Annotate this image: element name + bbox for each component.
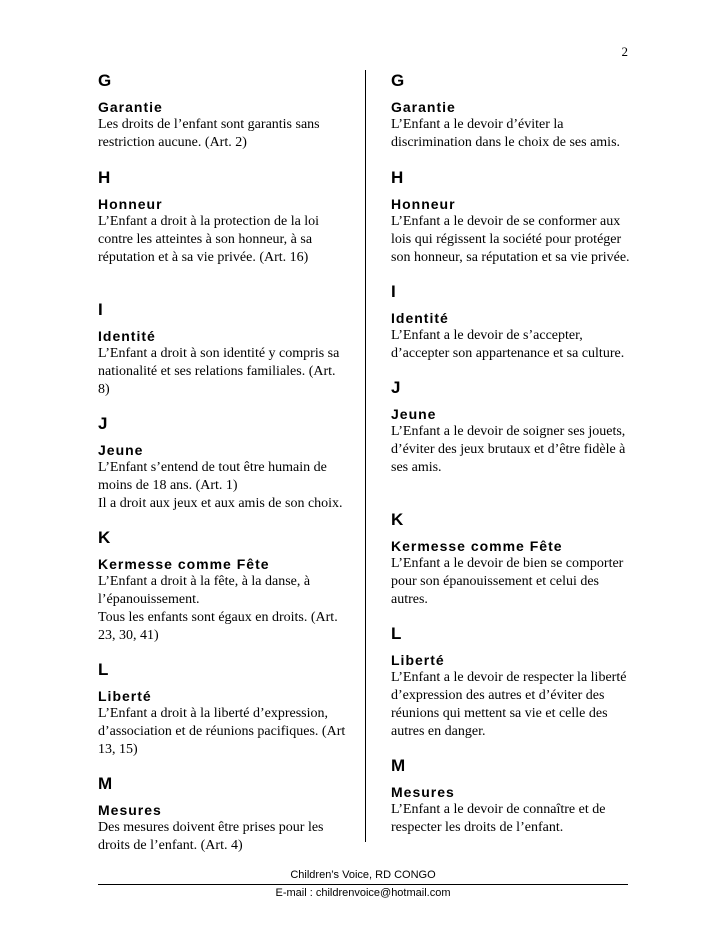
section-letter: G [98,71,112,90]
right-entry-i [391,281,631,363]
right-entry-h [391,167,631,267]
section-letter: I [98,300,104,319]
section-letter: L [391,624,402,643]
section-letter: L [98,660,109,679]
column-divider [365,70,366,842]
left-entry-l [98,659,348,759]
section-description: Les droits de l’enfant sont garantis sans restriction aucune. (Art. 2) [98,117,320,150]
section-description: L’Enfant a le devoir de respecter la liberté d’expression des autres et d’éviter des réunions qui mettent sa vie et celle des autres en danger. [391,670,627,739]
left-entry-h [98,167,348,267]
section-keyword: Honneur [391,196,456,212]
section-description: L’Enfant a droit à la fête, à la danse, à l’épanouissement. Tous les enfants sont égaux en droits. (Art. 23, 30, 41) [98,574,338,643]
section-keyword: Kermesse comme Fête [391,538,563,554]
left-entry-k [98,527,348,645]
section-description: L’Enfant s’entend de tout être humain de moins de 18 ans. (Art. 1) Il a droit aux jeux et aux amis de son choix. [98,460,343,511]
section-keyword: Jeune [98,442,144,458]
left-entry-i [98,299,348,399]
section-letter: J [391,378,401,397]
right-column [391,70,631,837]
section-keyword: Identité [391,310,449,326]
section-description: L’Enfant a droit à son identité y compris sa nationalité et ses relations familiales. (Art. 8) [98,346,340,397]
section-keyword: Liberté [391,652,445,668]
section-letter: I [391,282,397,301]
section-keyword: Garantie [98,99,163,115]
section-description: L’Enfant a le devoir de se conformer aux lois qui régissent la société pour protéger son honneur, sa réputation et sa vie privée. [391,214,630,265]
section-letter: G [391,71,405,90]
section-letter: M [98,774,113,793]
section-description: L’Enfant a le devoir de s’accepter, d’accepter son appartenance et sa culture. [391,328,625,361]
section-keyword: Liberté [98,688,152,704]
section-keyword: Jeune [391,406,437,422]
section-description: L’Enfant a le devoir de soigner ses jouets, d’éviter des jeux brutaux et d’être fidèle à ses amis. [391,424,626,475]
left-entry-g [98,70,348,152]
left-entry-m [98,773,348,855]
page-number: 2 [621,44,628,59]
section-letter: M [391,756,406,775]
footer-email: E-mail : childrenvoice@hotmail.com [275,887,451,899]
section-keyword: Identité [98,328,156,344]
section-keyword: Mesures [98,802,162,818]
section-keyword: Garantie [391,99,456,115]
section-letter: H [391,168,404,187]
section-description: L’Enfant a le devoir d’éviter la discrimination dans le choix de ses amis. [391,117,621,150]
footer-organization: Children’s Voice, RD CONGO [290,869,436,881]
section-description: Des mesures doivent être prises pour les droits de l’enfant. (Art. 4) [98,820,324,853]
right-entry-l [391,623,631,741]
section-letter: H [98,168,111,187]
right-entry-k [391,509,631,609]
left-entry-j [98,413,348,513]
left-column [98,70,348,855]
section-letter: K [98,528,111,547]
section-letter: K [391,510,404,529]
right-entry-g [391,70,631,152]
section-letter: J [98,414,108,433]
section-description: L’Enfant a droit à la protection de la loi contre les atteintes à son honneur, à sa réputation et à sa vie privée. (Art. 16) [98,214,320,265]
right-entry-j [391,377,631,477]
section-description: L’Enfant a le devoir de bien se comporter pour son épanouissement et celui des autres. [391,556,624,607]
right-entry-m [391,755,631,837]
footer-divider [98,884,628,885]
section-keyword: Mesures [391,784,455,800]
section-keyword: Kermesse comme Fête [98,556,270,572]
section-keyword: Honneur [98,196,163,212]
section-description: L’Enfant a le devoir de connaître et de respecter les droits de l’enfant. [391,802,606,835]
section-description: L’Enfant a droit à la liberté d’expression, d’association et de réunions pacifiques. (Art 13, 15) [98,706,346,757]
